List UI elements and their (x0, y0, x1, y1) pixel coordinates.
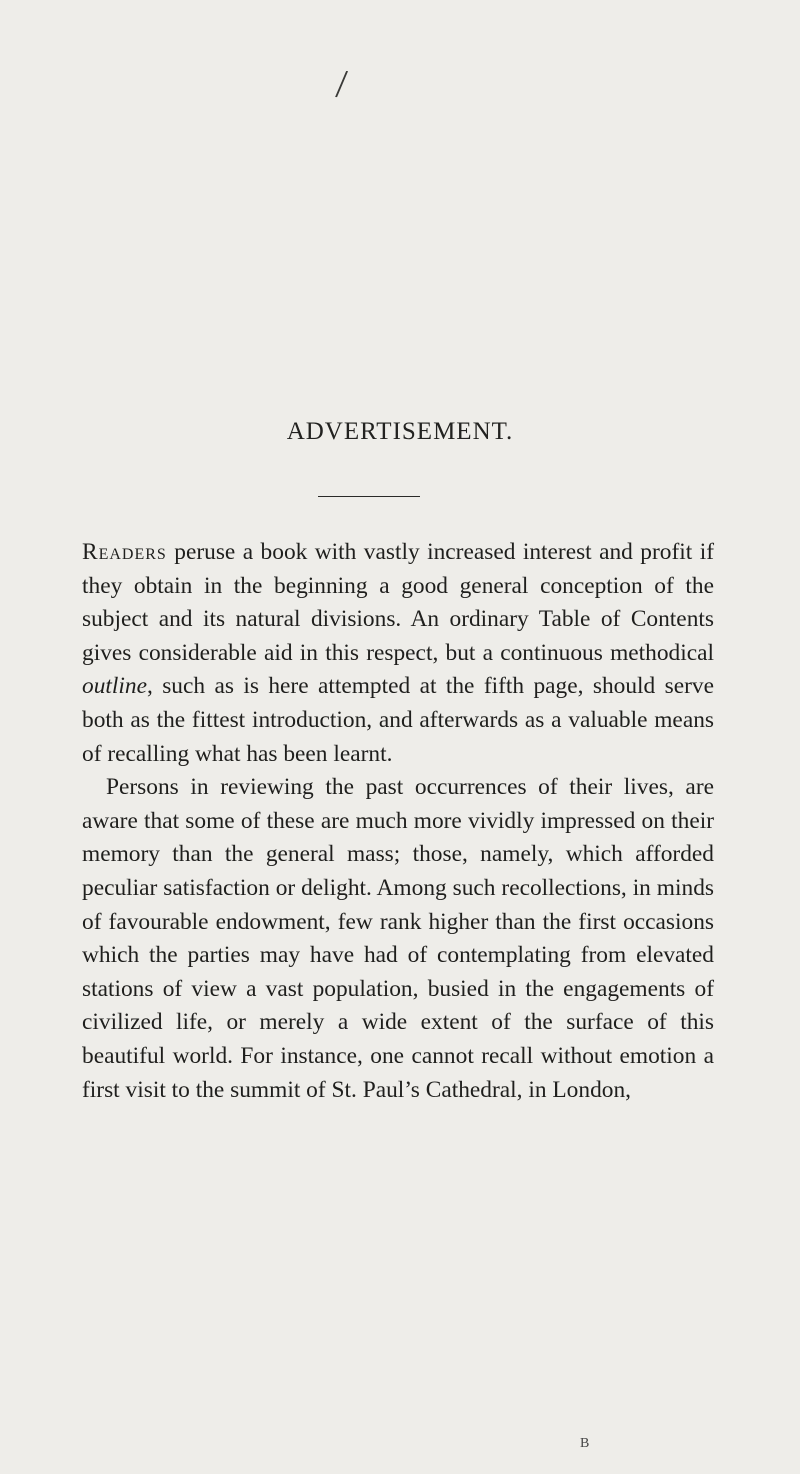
paragraph-1-body: peruse a book with vastly increased interest and profit if they obtain in the beginning a good general conception of the subject and its natural divisions. An ordinary Table of Contents gives considerable aid in this respect, but a continuous methodical (82, 539, 714, 666)
body-text (82, 536, 714, 1107)
title-rule (318, 496, 420, 497)
signature-mark: B (580, 1436, 590, 1451)
paragraph-1 (82, 536, 714, 771)
paragraph-2: Persons in reviewing the past occurrences of their lives, are aware that some of these are much more vividly impressed on their memory than the general mass; those, namely, which afforded peculiar satisfaction or delight. Among such recollections, in minds of favourable endowment, few rank higher than the first occasions which the parties may have had of contemplating from elevated stations of view a vast population, busied in the engagements of civilized life, or merely a wide extent of the surface of this beautiful world. For instance, one cannot recall without emotion a first visit to the summit of St. Paul’s Cathedral, in London, (82, 774, 714, 1103)
paragraph-1-tail: , such as is here attempted at the fifth page, should serve both as the fittest introduction, and afterwards as a valuable means of recalling what has been learnt. (82, 673, 714, 767)
pen-stroke-mark: / (334, 60, 349, 107)
page-title: ADVERTISEMENT. (286, 418, 514, 445)
paragraph-1-lead: Readers (82, 539, 167, 565)
paragraph-1-emphasis: outline (82, 673, 147, 700)
